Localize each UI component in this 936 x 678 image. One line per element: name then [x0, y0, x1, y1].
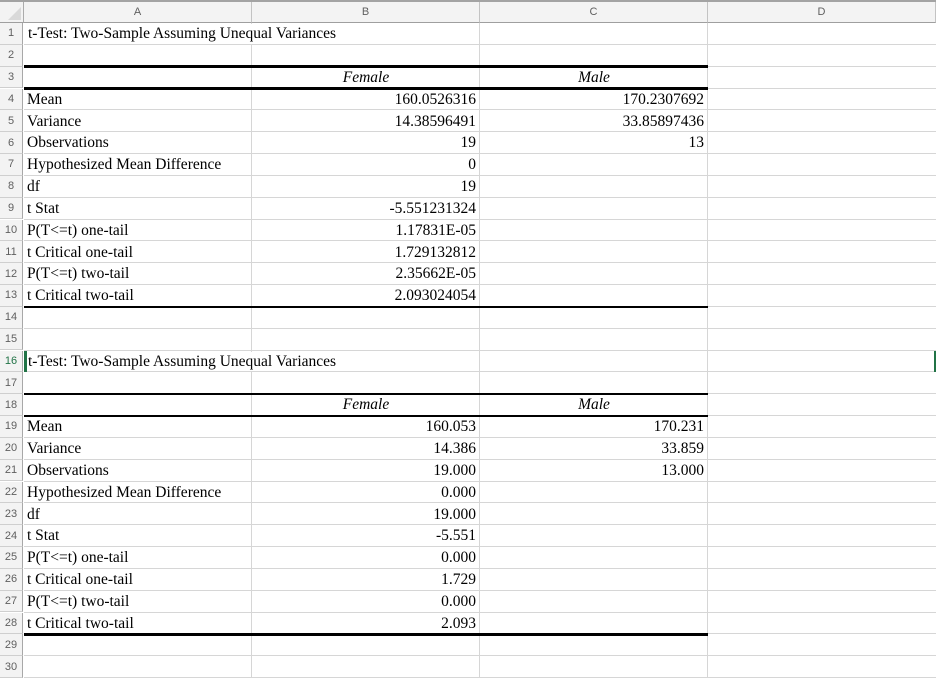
row-header-21[interactable]: 21: [0, 460, 23, 482]
cell-A28[interactable]: t Critical two-tail: [27, 614, 134, 632]
cell-B27[interactable]: 0.000: [441, 592, 476, 610]
cell-A13[interactable]: t Critical two-tail: [27, 287, 134, 305]
gridline-horizontal: [24, 481, 936, 482]
row-header-16[interactable]: 16: [0, 351, 23, 373]
row-header-8[interactable]: 8: [0, 176, 23, 198]
cell-A9[interactable]: t Stat: [27, 199, 60, 217]
row-header-15[interactable]: 15: [0, 329, 23, 351]
cell-A20[interactable]: Variance: [27, 440, 82, 458]
row-header-29[interactable]: 29: [0, 634, 23, 656]
cell-B8[interactable]: 19: [460, 178, 476, 196]
row-header-27[interactable]: 27: [0, 591, 23, 613]
gridline-horizontal: [24, 197, 936, 198]
cell-A25[interactable]: P(T<=t) one-tail: [27, 549, 129, 567]
cell-B9[interactable]: -5.551231324: [389, 199, 476, 217]
cell-B5[interactable]: 14.38596491: [394, 112, 476, 130]
row-header-6[interactable]: 6: [0, 132, 23, 154]
cell-B3[interactable]: Female: [342, 68, 390, 86]
cell-B22[interactable]: 0.000: [441, 483, 476, 501]
cell-B6[interactable]: 19: [460, 134, 476, 152]
cell-A5[interactable]: Variance: [27, 112, 82, 130]
cell-A16[interactable]: t-Test: Two-Sample Assuming Unequal Variances: [28, 352, 337, 370]
row-header-30[interactable]: 30: [0, 656, 23, 678]
cell-B13[interactable]: 2.093024054: [394, 287, 476, 305]
gridline-horizontal: [24, 44, 936, 45]
gridline-horizontal: [24, 262, 936, 263]
gridline-horizontal: [24, 175, 936, 176]
row-header-3[interactable]: 3: [0, 67, 23, 89]
cell-B21[interactable]: 19.000: [433, 461, 476, 479]
table-border: [24, 87, 708, 90]
gridline-horizontal: [24, 350, 936, 351]
cell-C21[interactable]: 13.000: [661, 461, 704, 479]
row-header-11[interactable]: 11: [0, 241, 23, 263]
cell-B4[interactable]: 160.0526316: [394, 90, 476, 108]
cell-B20[interactable]: 14.386: [433, 440, 476, 458]
row-header-13[interactable]: 13: [0, 285, 23, 307]
cell-A19[interactable]: Mean: [27, 418, 63, 436]
gridline-horizontal: [24, 546, 936, 547]
gridline-vertical: [707, 23, 708, 678]
table-border: [24, 415, 708, 418]
cell-A27[interactable]: P(T<=t) two-tail: [27, 592, 130, 610]
gridline-horizontal: [24, 437, 936, 438]
cell-B26[interactable]: 1.729: [441, 571, 476, 589]
cell-C18[interactable]: Male: [578, 396, 610, 414]
cell-A7[interactable]: Hypothesized Mean Difference: [27, 156, 222, 174]
row-header-2[interactable]: 2: [0, 45, 23, 67]
gridline-horizontal: [24, 502, 936, 503]
gridline-horizontal: [24, 655, 936, 656]
header-top-divider: [0, 0, 936, 2]
gridline-horizontal: [24, 131, 936, 132]
row-header-7[interactable]: 7: [0, 154, 23, 176]
selection-left-border: [24, 351, 27, 373]
row-header-19[interactable]: 19: [0, 416, 23, 438]
cell-A10[interactable]: P(T<=t) one-tail: [27, 221, 129, 239]
cell-A26[interactable]: t Critical one-tail: [27, 571, 133, 589]
cell-A8[interactable]: df: [27, 178, 40, 196]
column-header-A[interactable]: A: [24, 2, 252, 23]
cell-A24[interactable]: t Stat: [27, 527, 60, 545]
cell-A22[interactable]: Hypothesized Mean Difference: [27, 483, 222, 501]
row-header-18[interactable]: 18: [0, 394, 23, 416]
gridline-horizontal: [24, 612, 936, 613]
cell-B24[interactable]: -5.551: [435, 527, 476, 545]
cell-B10[interactable]: 1.17831E-05: [395, 221, 476, 239]
cell-C19[interactable]: 170.231: [653, 418, 704, 436]
cell-B18[interactable]: Female: [342, 396, 390, 414]
cell-A4[interactable]: Mean: [27, 90, 63, 108]
gridline-horizontal: [24, 109, 936, 110]
gridline-horizontal: [24, 284, 936, 285]
row-header-4[interactable]: 4: [0, 89, 23, 111]
table-border: [24, 65, 708, 68]
gridline-horizontal: [24, 524, 936, 525]
gridline-horizontal: [24, 219, 936, 220]
table-border: [24, 393, 708, 396]
column-header-C[interactable]: C: [480, 2, 708, 23]
row-header-9[interactable]: 9: [0, 198, 23, 220]
cell-B11[interactable]: 1.729132812: [394, 243, 476, 261]
cell-C3[interactable]: Male: [578, 68, 610, 86]
row-header-12[interactable]: 12: [0, 263, 23, 285]
cell-C20[interactable]: 33.859: [661, 440, 704, 458]
gridline-horizontal: [24, 153, 936, 154]
cell-A6[interactable]: Observations: [27, 134, 109, 152]
row-header-26[interactable]: 26: [0, 569, 23, 591]
column-header-B[interactable]: B: [252, 2, 480, 23]
cell-A23[interactable]: df: [27, 505, 40, 523]
table-border: [24, 306, 708, 309]
cell-A1[interactable]: t-Test: Two-Sample Assuming Unequal Variances: [28, 25, 337, 43]
select-all-button[interactable]: [0, 2, 24, 23]
row-header-14[interactable]: 14: [0, 307, 23, 329]
row-header-20[interactable]: 20: [0, 438, 23, 460]
gridline-horizontal: [24, 371, 936, 372]
cell-B12[interactable]: 2.35662E-05: [395, 265, 476, 283]
row-header-1[interactable]: 1: [0, 23, 23, 45]
cell-A21[interactable]: Observations: [27, 461, 109, 479]
gridline-horizontal: [24, 459, 936, 460]
cell-B25[interactable]: 0.000: [441, 549, 476, 567]
cell-A12[interactable]: P(T<=t) two-tail: [27, 265, 130, 283]
cell-B28[interactable]: 2.093: [441, 614, 476, 632]
row-header-22[interactable]: 22: [0, 482, 23, 504]
cell-C6[interactable]: 13: [688, 134, 704, 152]
table-border: [24, 633, 708, 636]
gridline-horizontal: [24, 590, 936, 591]
column-header-D[interactable]: D: [708, 2, 936, 23]
cell-A11[interactable]: t Critical one-tail: [27, 243, 133, 261]
cell-C4[interactable]: 170.2307692: [622, 90, 704, 108]
cell-C5[interactable]: 33.85897436: [622, 112, 704, 130]
row-header-28[interactable]: 28: [0, 613, 23, 635]
row-header-17[interactable]: 17: [0, 372, 23, 394]
row-header-23[interactable]: 23: [0, 503, 23, 525]
gridline-horizontal: [24, 328, 936, 329]
gridline-horizontal: [24, 240, 936, 241]
cell-B23[interactable]: 19.000: [433, 505, 476, 523]
gridline-horizontal: [24, 568, 936, 569]
cell-B19[interactable]: 160.053: [425, 418, 476, 436]
cell-B7[interactable]: 0: [468, 156, 476, 174]
row-header-25[interactable]: 25: [0, 547, 23, 569]
row-header-10[interactable]: 10: [0, 220, 23, 242]
row-header-5[interactable]: 5: [0, 110, 23, 132]
select-all-icon: [8, 7, 21, 20]
row-header-24[interactable]: 24: [0, 525, 23, 547]
